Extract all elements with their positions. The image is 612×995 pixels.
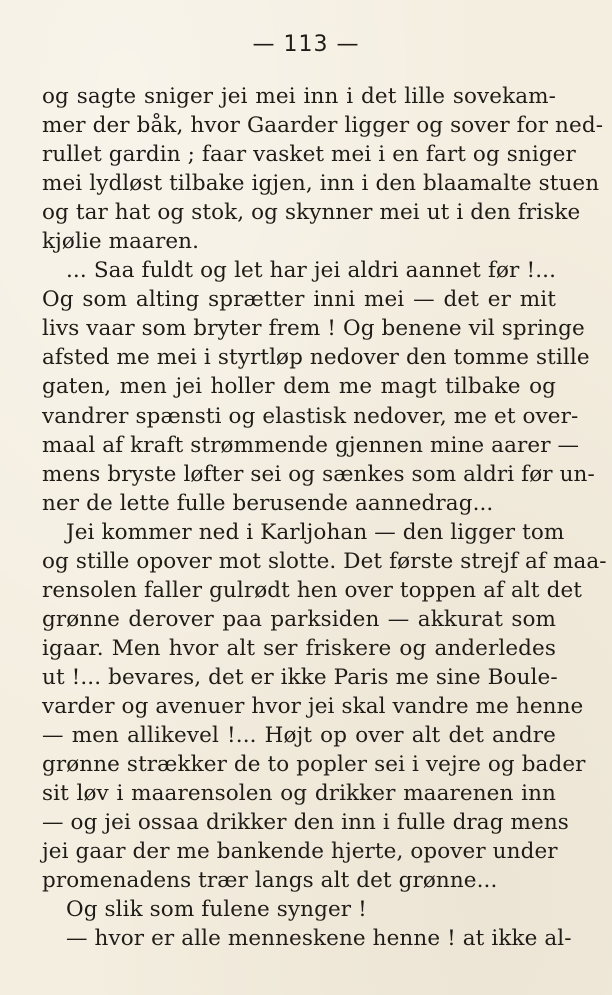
text-line: mei lydløst tilbake igjen, inn i den blaamalte stuen bbox=[42, 171, 600, 197]
text-line: grønne derover paa parksiden — akkurat som bbox=[42, 606, 556, 632]
text-line: livs vaar som bryter frem ! Og benene vil springe bbox=[42, 316, 585, 342]
text-line: rensolen faller gulrødt hen over toppen af alt det bbox=[42, 577, 583, 603]
text-line: — hvor er alle menneskene henne ! at ikke al- bbox=[66, 926, 572, 952]
text-line: rullet gardin ; faar vasket mei i en fart og sniger bbox=[42, 142, 576, 168]
text-line: og stille opover mot slotte. Det første strejf af maa- bbox=[42, 548, 607, 574]
text-line: mens bryste løfter sei og sænkes som aldri før un- bbox=[42, 461, 595, 487]
text-line: Og slik som fulene synger ! bbox=[66, 897, 367, 923]
text-line: jei gaar der me bankende hjerte, opover under bbox=[42, 839, 558, 865]
body-text bbox=[42, 82, 607, 953]
text-line: varder og avenuer hvor jei skal vandre me henne bbox=[42, 693, 584, 719]
text-line: og tar hat og stok, og skynner mei ut i den friske bbox=[42, 200, 581, 226]
text-line: maal af kraft strømmende gjennen mine aarer — bbox=[42, 432, 580, 458]
text-line: sit løv i maarensolen og drikker maarenen inn bbox=[42, 781, 556, 807]
text-line: ner de lette fulle berusende aannedrag... bbox=[42, 490, 494, 516]
text-line: gaten, men jei holler dem me magt tilbake og bbox=[42, 374, 556, 400]
text-line: — og jei ossaa drikker den inn i fulle drag mens bbox=[42, 810, 569, 836]
text-line: afsted me mei i styrtløp nedover den tomme stille bbox=[42, 345, 590, 371]
page-number: — 113 — bbox=[252, 32, 360, 57]
text-line: kjølie maaren. bbox=[42, 229, 200, 255]
text-line: igaar. Men hvor alt ser friskere og anderledes bbox=[42, 635, 556, 661]
text-line: Jei kommer ned i Karljohan — den ligger tom bbox=[66, 519, 565, 545]
text-line: vandrer spænsti og elastisk nedover, me et over- bbox=[42, 403, 579, 429]
text-line: grønne strækker de to popler sei i vejre og bader bbox=[42, 752, 586, 778]
text-line: promenadens trær langs alt det grønne... bbox=[42, 868, 498, 894]
text-line: og sagte sniger jei mei inn i det lille sovekam- bbox=[42, 84, 556, 109]
text-line: ut !... bevares, det er ikke Paris me sine Boule- bbox=[42, 664, 558, 690]
text-line: ... Saa fuldt og let har jei aldri aannet før !... bbox=[66, 258, 556, 284]
text-line: — men allikevel !... Højt op over alt det andre bbox=[42, 723, 556, 749]
text-line: Og som alting sprætter inni mei — det er mit bbox=[42, 287, 556, 313]
text-line: mer der båk, hvor Gaarder ligger og sover for ned- bbox=[42, 113, 604, 139]
